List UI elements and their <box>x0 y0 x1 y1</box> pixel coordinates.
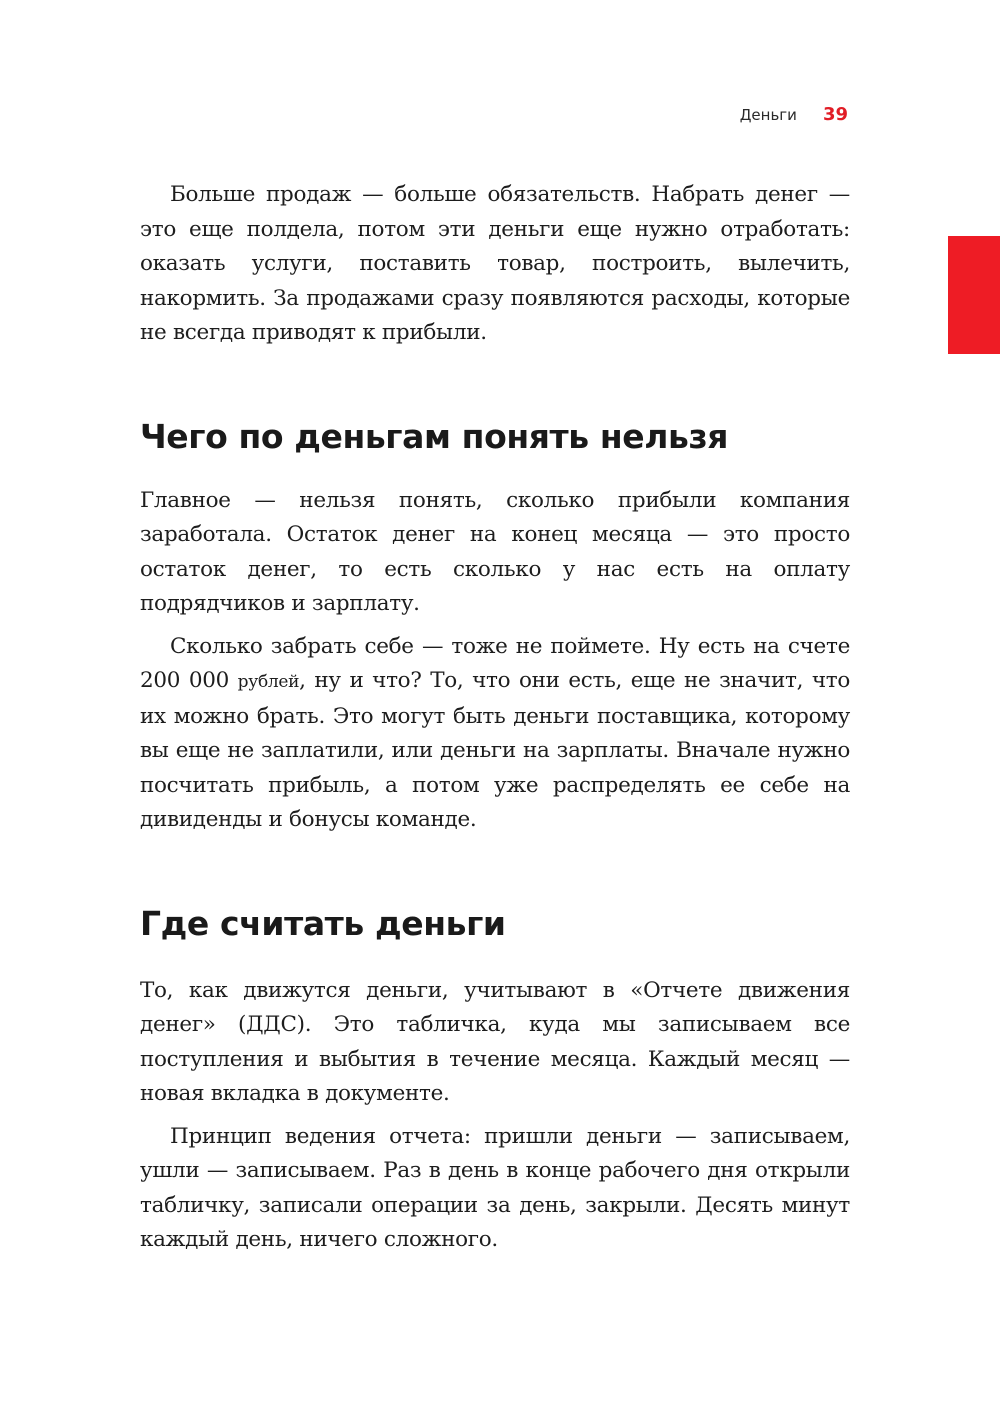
paragraph-profit-unknown: Главное — нельзя понять, сколько прибыли компания заработала. Остаток денег на конец месяца — это просто остаток денег, то есть сколько у нас есть на оплату подрядчиков и зарплату. <box>140 487 850 616</box>
paragraph-cash-flow-report: То, как движутся деньги, учитывают в «Отчете движения денег» (ДДС). Это табличка, куда мы записываем все поступления и выбытия в течение месяца. Каждый месяц — новая вкладка в документе. <box>140 977 850 1106</box>
text-part: Сколько забрать себе — тоже не поймете. Ну есть на счете 200 000 <box>140 633 850 693</box>
currency-unit: рублей <box>237 672 300 692</box>
page-body <box>140 178 850 1258</box>
chapter-edge-tab <box>948 236 1000 354</box>
paragraph-how-much-to-take <box>140 630 850 838</box>
heading-what-money-cannot-show: Чего по деньгам понять нельзя <box>140 416 729 456</box>
page-header <box>740 104 848 125</box>
paragraph-report-principle: Принцип ведения отчета: пришли деньги — записываем, ушли — записываем. Раз в день в конце рабочего дня открыли табличку, записали операции за день, закрыли. Десять минут каждый день, ничего сложного. <box>140 1123 850 1252</box>
page-number: 39 <box>822 104 848 125</box>
paragraph-intro: Больше продаж — больше обязательств. Набрать денег — это еще полдела, потом эти деньги еще нужно отработать: оказать услуги, поставить товар, построить, вылечить, накормить. За продажами сразу появляются расходы, которые не всегда приводят к прибыли. <box>140 182 850 345</box>
running-title: Деньги <box>739 106 797 124</box>
heading-where-to-count-money: Где считать деньги <box>140 903 506 943</box>
text-part: , ну и что? То, что они есть, еще не значит, что их можно брать. Это могут быть деньги поставщика, которому вы еще не заплатили, или деньги на зарплаты. Вначале нужно посчитать прибыль, а потом уже распределять ее себе на дивиденды и бонусы команде. <box>140 668 850 832</box>
